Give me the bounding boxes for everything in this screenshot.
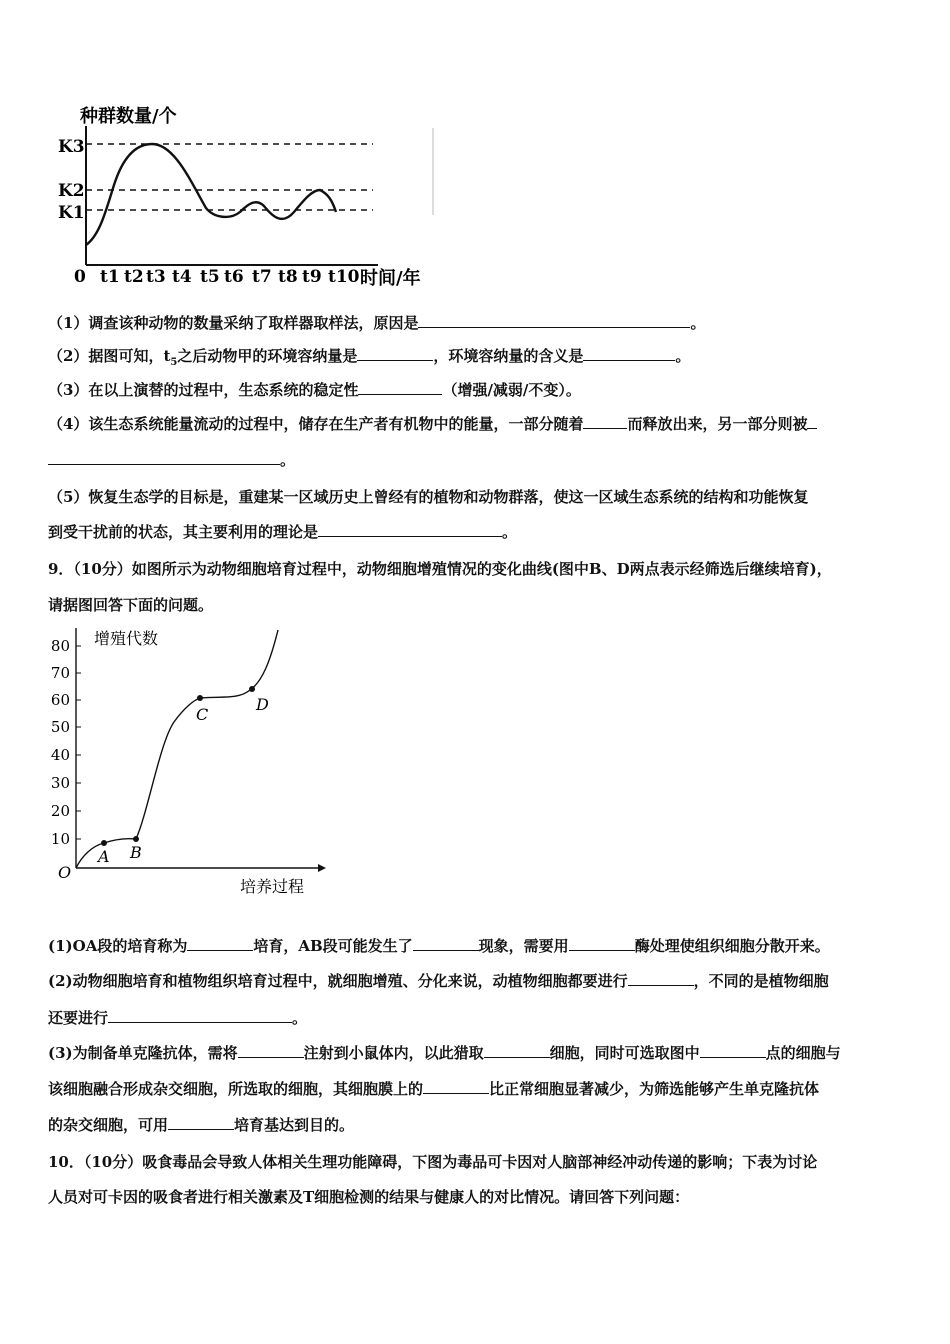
answer-blank[interactable] <box>628 971 694 986</box>
q8-p2-text2: 之后动物甲的环境容纳量是 <box>177 347 358 365</box>
q9-p2-text3: 还要进行 <box>48 1009 109 1027</box>
q9-p3-text5: 该细胞融合形成杂交细胞，所选取的细胞，其细胞膜上的 <box>48 1080 424 1098</box>
q10-stem-line1: 10．（10分）吸食毒品会导致人体相关生理功能障碍，下图为毒品可卡因对人脑部神经冲动传递的影响；下表为讨论 <box>48 1153 818 1171</box>
answer-blank[interactable] <box>423 1079 489 1094</box>
q9-p1-text2: 培育，AB段可能发生了 <box>253 937 413 955</box>
point-a <box>101 840 107 846</box>
q9-p3-end: 培育基达到目的。 <box>234 1116 355 1134</box>
population-chart <box>48 100 448 300</box>
chart1-xlabel: 时间/年 <box>360 268 421 289</box>
proliferation-curve <box>76 630 278 868</box>
q9-p3-text3: 细胞，同时可选取图中 <box>549 1044 700 1062</box>
ytick-label: 20 <box>50 802 70 820</box>
answer-blank[interactable] <box>418 313 690 328</box>
answer-blank[interactable] <box>238 1043 304 1058</box>
answer-blank[interactable] <box>413 936 479 951</box>
proliferation-chart <box>48 622 348 902</box>
point-labels <box>96 695 269 866</box>
label-d: D <box>256 695 269 714</box>
label-b: B <box>130 843 142 862</box>
point-b <box>133 836 139 842</box>
ytick-label: 60 <box>50 691 70 709</box>
tick-t1: t1 <box>100 267 120 287</box>
ytick-label: 40 <box>50 746 70 764</box>
k-labels <box>58 137 85 223</box>
q9-p1-text4: 酶处理使组织细胞分散开来。 <box>634 937 830 955</box>
tick-t4: t4 <box>172 267 192 287</box>
answer-blank[interactable] <box>807 414 817 429</box>
q8-p4-text2: 而释放出来，另一部分则被 <box>627 415 808 433</box>
q8-p1-end: 。 <box>690 314 706 332</box>
answer-blank[interactable] <box>358 380 442 395</box>
q9-part2-cont <box>48 1007 307 1028</box>
k2-label: K2 <box>58 181 85 201</box>
q8-part5 <box>48 486 808 507</box>
chart2-xlabel: 培养过程 <box>240 877 305 896</box>
q8-p4-end: 。 <box>280 451 296 469</box>
tick-t8: t8 <box>278 267 298 287</box>
tick-t7: t7 <box>252 267 272 287</box>
q9-part3 <box>48 1042 841 1063</box>
ytick-label: 80 <box>50 637 70 655</box>
answer-blank[interactable] <box>583 346 675 361</box>
q8-p5-text: （5）恢复生态学的目标是，重建某一区域历史上曾经有的植物和动物群落，使这一区域生态系统的结构和功能恢复 <box>48 488 809 506</box>
q9-p3-text2: 注射到小鼠体内，以此猎取 <box>303 1044 484 1062</box>
x-axis-arrow-icon <box>318 864 326 872</box>
k3-label: K3 <box>58 137 85 157</box>
q9-stem-cont <box>48 594 213 615</box>
q10-stem-cont <box>48 1186 689 1207</box>
label-c: C <box>196 705 209 724</box>
tick-t3: t3 <box>146 267 166 287</box>
q8-p2-sub: 5 <box>170 357 178 368</box>
q9-stem-line2: 请据图回答下面的问题。 <box>48 596 214 614</box>
q8-p3-text: （3）在以上演替的过程中，生态系统的稳定性 <box>48 381 359 399</box>
q8-part2 <box>48 345 690 368</box>
tick-t9: t9 <box>302 267 322 287</box>
q9-stem <box>48 558 832 579</box>
ytick-label: 50 <box>50 718 70 736</box>
chart1-origin: 0 <box>74 267 86 287</box>
q9-part3-cont <box>48 1078 819 1099</box>
answer-blank[interactable] <box>484 1043 550 1058</box>
chart1-ylabel: 种群数量/个 <box>80 106 177 127</box>
tick-t2: t2 <box>124 267 144 287</box>
q9-part2 <box>48 970 829 991</box>
ytick-label: 30 <box>50 774 70 792</box>
q8-p1-text: （1）调查该种动物的数量采纳了取样器取样法，原因是 <box>48 314 419 332</box>
q8-part5-cont <box>48 521 517 542</box>
q10-stem <box>48 1151 817 1172</box>
tick-t10: t10 <box>328 267 360 287</box>
q8-p2-end: 。 <box>675 347 691 365</box>
point-d <box>249 686 255 692</box>
chart2-ylabel: 增殖代数 <box>94 629 159 648</box>
q8-p4-text: （4）该生态系统能量流动的过程中，储存在生产者有机物中的能量，一部分随着 <box>48 415 584 433</box>
q9-part3-cont2 <box>48 1114 354 1135</box>
q8-part4-cont <box>48 449 295 470</box>
ytick-label: 10 <box>50 830 70 848</box>
q9-p3-text7: 的杂交细胞，可用 <box>48 1116 169 1134</box>
q9-p2-text2: ，不同的是植物细胞 <box>693 972 829 990</box>
answer-blank[interactable] <box>108 1008 292 1023</box>
tick-t6: t6 <box>224 267 244 287</box>
q9-p2-text: (2)动物细胞培育和植物组织培育过程中，就细胞增殖、分化来说，动植物细胞都要进行 <box>48 972 628 990</box>
population-curve <box>86 144 336 245</box>
answer-blank[interactable] <box>357 346 433 361</box>
label-a: A <box>98 847 110 866</box>
q8-p5-text2: 到受干扰前的状态，其主要利用的理论是 <box>48 523 319 541</box>
q9-p1-text3: 现象，需要用 <box>478 937 569 955</box>
answer-blank[interactable] <box>700 1043 766 1058</box>
point-c <box>197 695 203 701</box>
q8-p5-end: 。 <box>502 523 518 541</box>
answer-blank[interactable] <box>569 936 635 951</box>
q9-part1 <box>48 935 830 956</box>
q9-p3-text: (3)为制备单克隆抗体，需将 <box>48 1044 238 1062</box>
q9-p1-text: (1)OA段的培育称为 <box>48 937 188 955</box>
ytick-label: 70 <box>50 664 70 682</box>
q9-p2-end: 。 <box>292 1009 308 1027</box>
chart2-origin: O <box>58 863 72 882</box>
k1-label: K1 <box>58 203 85 223</box>
answer-blank[interactable] <box>583 414 627 429</box>
q10-stem-line2: 人员对可卡因的吸食者进行相关激素及T细胞检测的结果与健康人的对比情况。请回答下列问题： <box>48 1188 690 1206</box>
chart1-ticks <box>100 267 360 287</box>
q9-p3-text4: 点的细胞与 <box>765 1044 841 1062</box>
q8-p3-end: （增强/减弱/不变）。 <box>442 381 581 399</box>
answer-blank[interactable] <box>187 936 253 951</box>
q9-stem-line1: 9．（10分）如图所示为动物细胞培育过程中，动物细胞增殖情况的变化曲线(图中B、D两点表示经筛选后继续培育)， <box>48 560 832 578</box>
answer-blank[interactable] <box>48 450 280 465</box>
tick-t5: t5 <box>200 267 220 287</box>
answer-blank[interactable] <box>318 522 502 537</box>
q8-part1 <box>48 312 705 333</box>
q8-part3 <box>48 379 581 400</box>
q8-p2-text: （2）据图可知，t <box>48 347 171 365</box>
q8-p2-text3: ，环境容纳量的含义是 <box>433 347 584 365</box>
q9-p3-text6: 比正常细胞显著减少，为筛选能够产生单克隆抗体 <box>489 1080 820 1098</box>
q8-part4 <box>48 413 817 434</box>
answer-blank[interactable] <box>168 1115 234 1130</box>
